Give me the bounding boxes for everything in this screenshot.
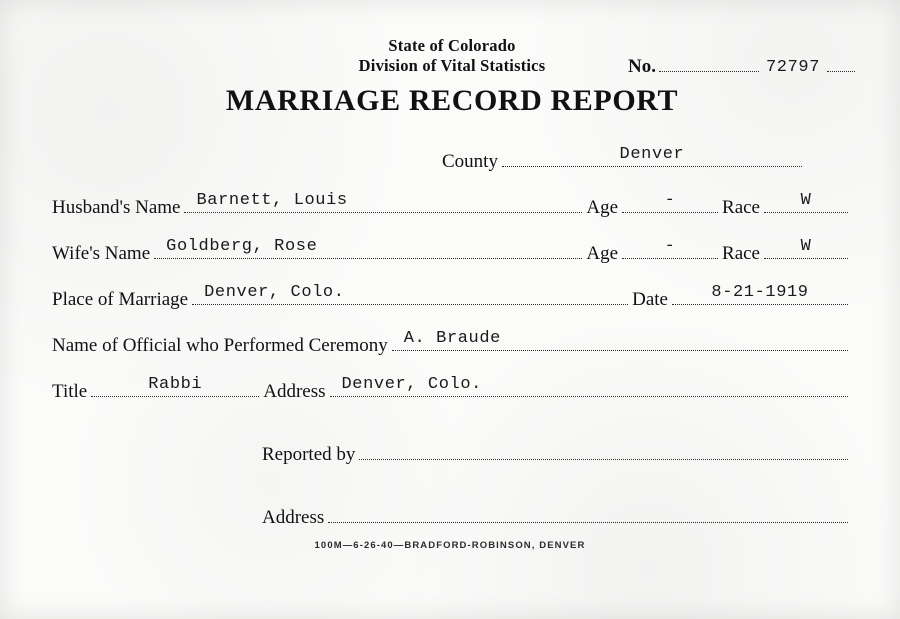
record-number-field: [628, 56, 858, 78]
husband-race-line: [764, 190, 848, 213]
husband-age-value: -: [664, 191, 676, 210]
official-row: [52, 328, 852, 357]
reported-by-row: [52, 437, 852, 466]
county-row: [52, 144, 852, 173]
address-line: [330, 374, 849, 397]
date-value: 8-21-1919: [711, 283, 809, 302]
address-value: Denver, Colo.: [341, 375, 482, 394]
document-title: MARRIAGE RECORD REPORT: [225, 84, 679, 117]
county-label: County: [442, 151, 498, 172]
wife-race-value: W: [800, 237, 812, 256]
wife-name-value: Goldberg, Rose: [166, 237, 318, 256]
place-of-marriage-value: Denver, Colo.: [204, 283, 345, 302]
title-label: Title: [52, 381, 88, 402]
husband-age-line: [622, 190, 718, 213]
title-value: Rabbi: [148, 375, 203, 394]
wife-age-label: Age: [586, 243, 619, 264]
bottom-address-label: Address: [262, 507, 325, 528]
wife-name-label: Wife's Name: [52, 243, 151, 264]
wife-age-line: [622, 236, 718, 259]
state-line: State of Colorado: [388, 36, 516, 55]
county-value-line: [502, 144, 802, 167]
bottom-address-line: [328, 500, 848, 523]
marriage-record-form: [52, 36, 852, 529]
dotted-rule: [659, 70, 759, 72]
husband-name-line: [184, 190, 582, 213]
date-label: Date: [632, 289, 668, 310]
county-value: Denver: [619, 145, 685, 164]
date-line: [672, 282, 848, 305]
title-address-row: [52, 374, 852, 403]
reported-by-label: Reported by: [262, 444, 356, 465]
wife-race-label: Race: [722, 243, 760, 264]
husband-race-value: W: [800, 191, 812, 210]
official-label: Name of Official who Performed Ceremony: [52, 335, 388, 356]
husband-age-label: Age: [586, 197, 619, 218]
husband-race-label: Race: [722, 197, 760, 218]
wife-name-line: [154, 236, 582, 259]
division-line: Division of Vital Statistics: [358, 56, 546, 75]
record-number-label: No.: [628, 56, 656, 77]
place-date-row: [52, 282, 852, 311]
address-label: Address: [263, 381, 326, 402]
husband-row: [52, 190, 852, 219]
dotted-rule: [827, 70, 855, 72]
place-of-marriage-line: [192, 282, 628, 305]
printer-imprint: 100M—6-26-40—BRADFORD-ROBINSON, DENVER: [314, 540, 586, 551]
bottom-address-row: [52, 500, 852, 529]
husband-name-label: Husband's Name: [52, 197, 181, 218]
husband-name-value: Barnett, Louis: [196, 191, 348, 210]
record-number-value: 72797: [765, 58, 820, 77]
wife-age-value: -: [664, 237, 676, 256]
reported-by-line: [359, 437, 848, 460]
place-of-marriage-label: Place of Marriage: [52, 289, 189, 310]
document-header: [52, 36, 852, 118]
official-value: A. Braude: [403, 329, 501, 348]
wife-race-line: [764, 236, 848, 259]
official-line: [392, 328, 848, 351]
title-line: [91, 374, 259, 397]
wife-row: [52, 236, 852, 265]
